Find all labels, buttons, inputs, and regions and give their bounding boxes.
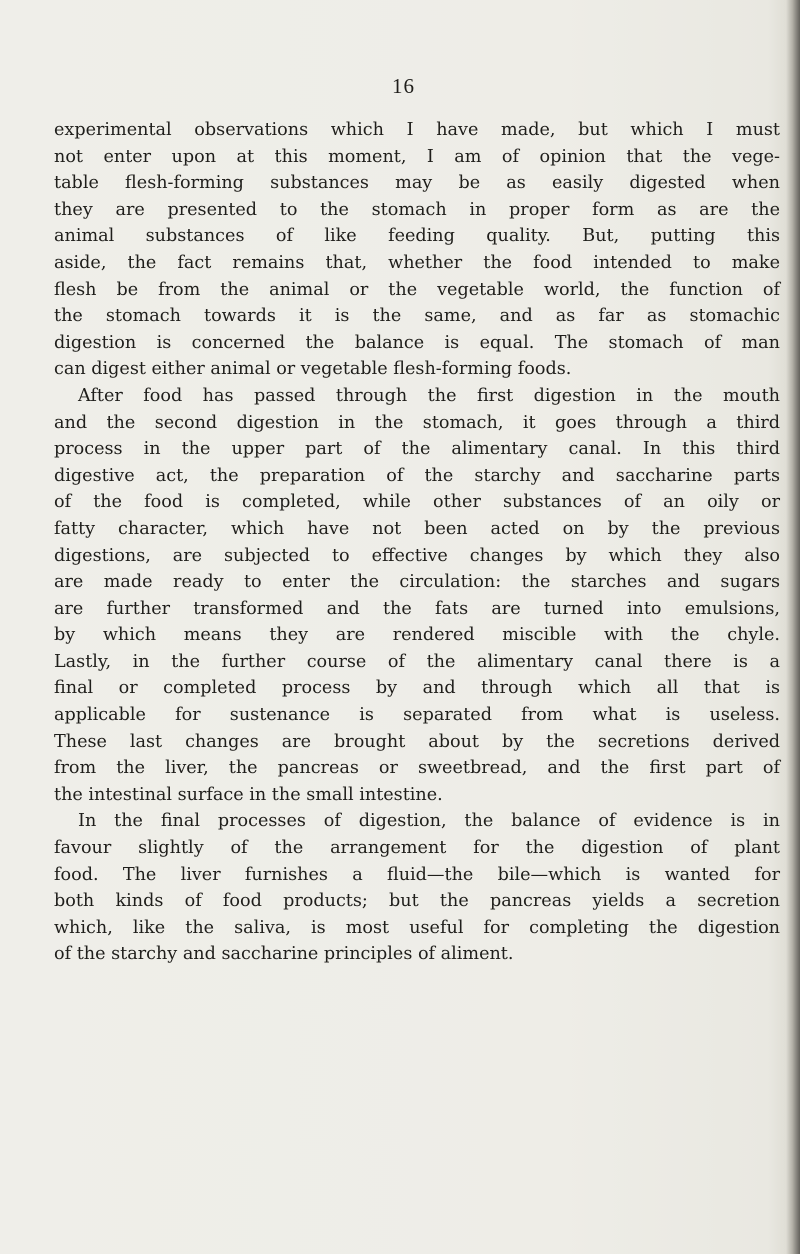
text-line: After food has passed through the first digestion in the mouth — [78, 385, 780, 406]
text-line: fatty character, which have not been acted on by the previous — [54, 518, 780, 539]
text-line: favour slightly of the arrangement for the digestion of plant — [54, 838, 780, 859]
text-line: the stomach towards it is the same, and as far as stomachic — [54, 306, 780, 327]
text-line: In the final processes of digestion, the balance of evidence is in — [78, 811, 780, 832]
text-line: animal substances of like feeding quality. But, putting this — [54, 226, 780, 247]
text-line: not enter upon at this moment, I am of opinion that the vege- — [54, 146, 780, 167]
text-line: of the starchy and saccharine principles of aliment. — [54, 944, 514, 965]
text-line: of the food is completed, while other substances of an oily or — [54, 492, 780, 513]
page-edge-shadow — [786, 0, 800, 1254]
text-line: from the liver, the pancreas or sweetbread, and the first part of — [54, 758, 780, 779]
text-line: are made ready to enter the circulation: the starches and sugars — [54, 572, 780, 593]
text-line: aside, the fact remains that, whether the food intended to make — [54, 252, 780, 273]
text-line: can digest either animal or vegetable flesh-forming foods. — [54, 359, 572, 380]
text-line: they are presented to the stomach in proper form as are the — [54, 199, 780, 220]
text-line: experimental observations which I have made, but which I must — [54, 120, 780, 140]
text-line: both kinds of food products; but the pancreas yields a secretion — [54, 891, 780, 912]
text-line: final or completed process by and through which all that is — [54, 678, 780, 699]
page-number: 16 — [392, 74, 415, 98]
text-line: Lastly, in the further course of the alimentary canal there is a — [54, 651, 780, 672]
text-line: by which means they are rendered miscible with the chyle. — [54, 625, 780, 646]
text-line: the intestinal surface in the small intestine. — [54, 784, 443, 805]
body-text — [54, 117, 780, 968]
text-line: digestive act, the preparation of the starchy and saccharine parts — [54, 465, 780, 486]
text-line: process in the upper part of the alimentary canal. In this third — [54, 439, 780, 460]
text-line: digestion is concerned the balance is equal. The stomach of man — [54, 332, 780, 353]
text-line: food. The liver furnishes a fluid—the bile—which is wanted for — [54, 864, 780, 885]
text-line: which, like the saliva, is most useful for completing the digestion — [54, 917, 780, 938]
text-line: applicable for sustenance is separated from what is useless. — [54, 705, 780, 726]
text-line: digestions, are subjected to effective changes by which they also — [54, 545, 780, 566]
text-line: table flesh-forming substances may be as easily digested when — [54, 173, 780, 194]
text-line: These last changes are brought about by the secretions derived — [54, 731, 780, 752]
text-line: flesh be from the animal or the vegetable world, the function of — [54, 279, 780, 300]
text-line: are further transformed and the fats are turned into emulsions, — [54, 598, 780, 619]
text-line: and the second digestion in the stomach, it goes through a third — [54, 412, 780, 433]
